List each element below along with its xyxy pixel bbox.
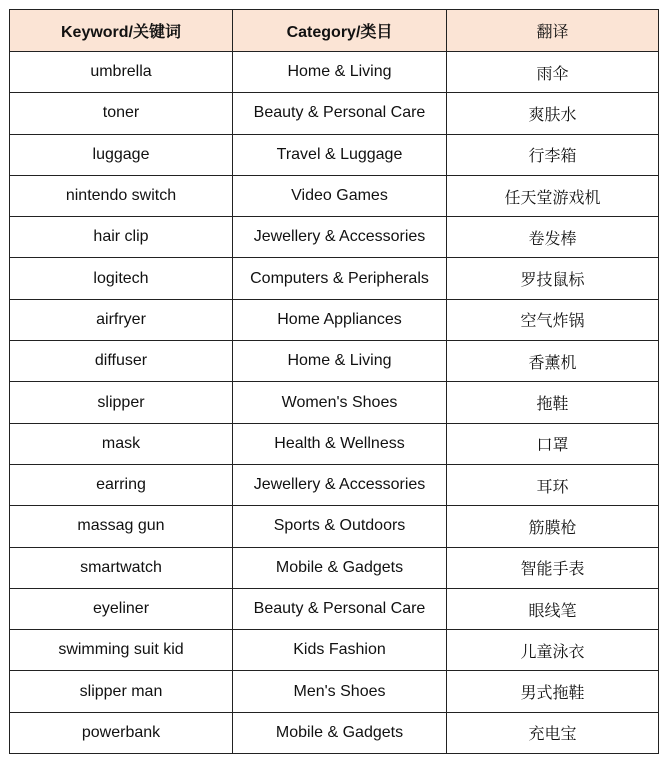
translation-cell: 眼线笔 (447, 588, 659, 629)
category-cell: Kids Fashion (233, 630, 447, 671)
table-row (10, 217, 659, 258)
translation-cell: 智能手表 (447, 547, 659, 588)
category-cell: Mobile & Gadgets (233, 712, 447, 753)
category-cell: Mobile & Gadgets (233, 547, 447, 588)
category-cell: Video Games (233, 175, 447, 216)
translation-cell: 行李箱 (447, 134, 659, 175)
category-cell: Beauty & Personal Care (233, 588, 447, 629)
header-category: Category/类目 (233, 10, 447, 52)
category-cell: Travel & Luggage (233, 134, 447, 175)
table-body (10, 52, 659, 754)
table-row (10, 712, 659, 753)
keyword-cell: airfryer (10, 299, 233, 340)
keyword-cell: diffuser (10, 341, 233, 382)
table-header (10, 10, 659, 52)
keyword-table (9, 9, 659, 754)
keyword-cell: massag gun (10, 506, 233, 547)
keyword-cell: toner (10, 93, 233, 134)
keyword-cell: hair clip (10, 217, 233, 258)
table-row (10, 547, 659, 588)
table-row (10, 630, 659, 671)
translation-cell: 香薰机 (447, 341, 659, 382)
table-row (10, 134, 659, 175)
translation-cell: 口罩 (447, 423, 659, 464)
category-cell: Jewellery & Accessories (233, 464, 447, 505)
translation-cell: 耳环 (447, 464, 659, 505)
table-row (10, 299, 659, 340)
translation-cell: 雨伞 (447, 52, 659, 93)
table-row (10, 382, 659, 423)
category-cell: Beauty & Personal Care (233, 93, 447, 134)
category-cell: Health & Wellness (233, 423, 447, 464)
category-cell: Home & Living (233, 52, 447, 93)
translation-cell: 筋膜枪 (447, 506, 659, 547)
category-cell: Women's Shoes (233, 382, 447, 423)
table-row (10, 423, 659, 464)
header-keyword: Keyword/关键词 (10, 10, 233, 52)
keyword-cell: luggage (10, 134, 233, 175)
category-cell: Men's Shoes (233, 671, 447, 712)
table-row (10, 588, 659, 629)
table-row (10, 52, 659, 93)
translation-cell: 任天堂游戏机 (447, 175, 659, 216)
keyword-cell: slipper man (10, 671, 233, 712)
keyword-cell: mask (10, 423, 233, 464)
table-row (10, 671, 659, 712)
category-cell: Sports & Outdoors (233, 506, 447, 547)
keyword-cell: swimming suit kid (10, 630, 233, 671)
translation-cell: 儿童泳衣 (447, 630, 659, 671)
category-cell: Jewellery & Accessories (233, 217, 447, 258)
category-cell: Computers & Peripherals (233, 258, 447, 299)
keyword-cell: powerbank (10, 712, 233, 753)
translation-cell: 拖鞋 (447, 382, 659, 423)
keyword-cell: earring (10, 464, 233, 505)
translation-cell: 卷发棒 (447, 217, 659, 258)
table-row (10, 258, 659, 299)
table-row (10, 506, 659, 547)
translation-cell: 爽肤水 (447, 93, 659, 134)
translation-cell: 男式拖鞋 (447, 671, 659, 712)
keyword-cell: smartwatch (10, 547, 233, 588)
translation-cell: 罗技鼠标 (447, 258, 659, 299)
table-row (10, 175, 659, 216)
keyword-cell: nintendo switch (10, 175, 233, 216)
category-cell: Home & Living (233, 341, 447, 382)
table-row (10, 93, 659, 134)
header-translation: 翻译 (447, 10, 659, 52)
keyword-cell: slipper (10, 382, 233, 423)
keyword-cell: umbrella (10, 52, 233, 93)
translation-cell: 空气炸锅 (447, 299, 659, 340)
table-row (10, 464, 659, 505)
translation-cell: 充电宝 (447, 712, 659, 753)
category-cell: Home Appliances (233, 299, 447, 340)
header-row (10, 10, 659, 52)
table-row (10, 341, 659, 382)
keyword-cell: eyeliner (10, 588, 233, 629)
keyword-cell: logitech (10, 258, 233, 299)
